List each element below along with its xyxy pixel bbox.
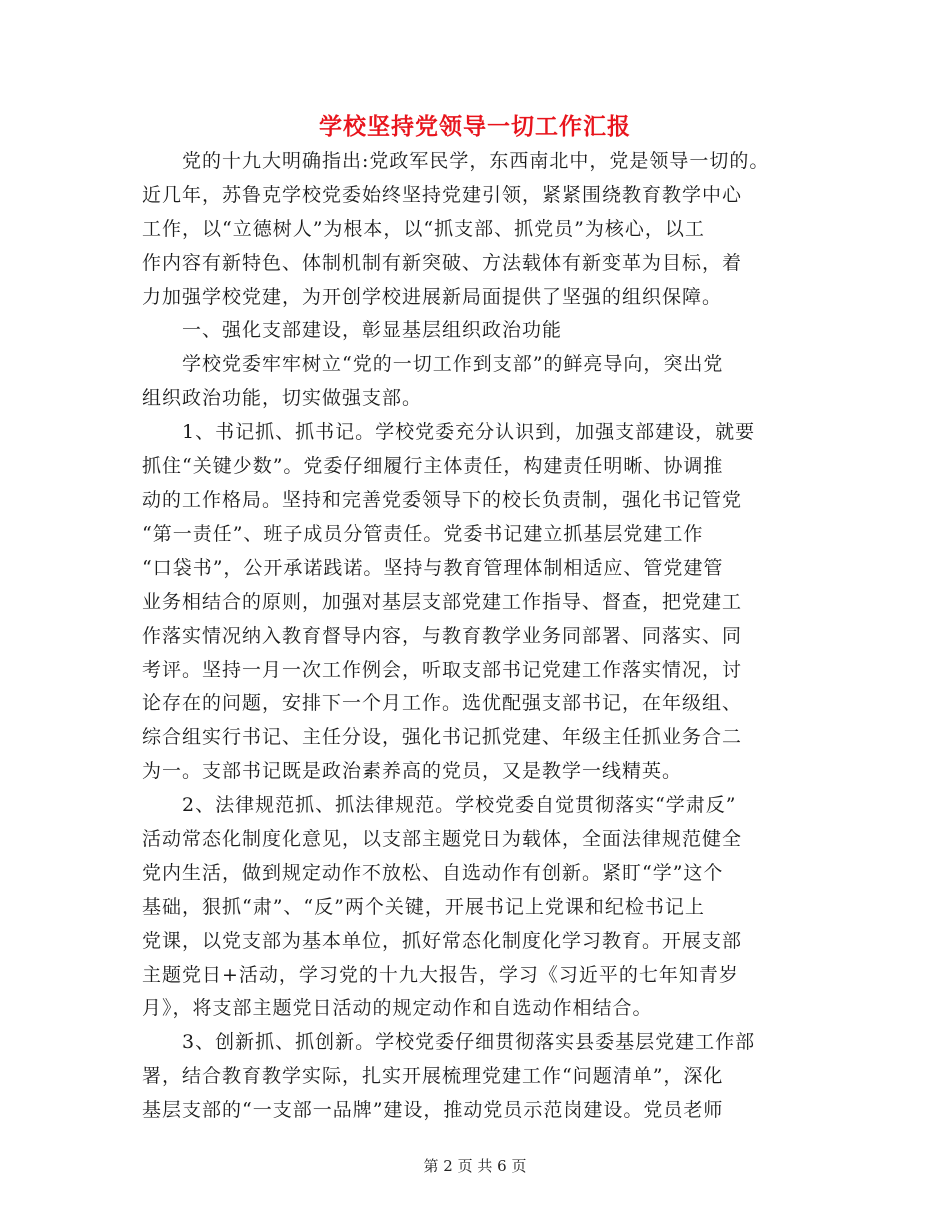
body-line: 2、法律规范抓、抓法律规范。学校党委自觉贯彻落实“学肃反” [142,794,737,816]
body-line: 月》，将支部主题党日活动的规定动作和自选动作相结合。 [142,997,653,1019]
section-heading: 一、强化支部建设，彰显基层组织政治功能 [142,319,563,341]
body-line: 署，结合教育教学实际，扎实开展梳理党建工作“问题清单”，深化 [142,1065,724,1087]
body-line: 主题党日+活动，学习党的十九大报告，学习《习近平的七年知青岁 [142,964,739,986]
body-line: 基础，狠抓“肃”、“反”两个关键，开展书记上党课和纪检书记上 [142,896,705,918]
body-line: 1、书记抓、抓书记。学校党委充分认识到，加强支部建设，就要 [142,421,756,443]
body-line: 抓住“关键少数”。党委仔细履行主体责任，构建责任明晰、协调推 [142,455,724,477]
body-line: 3、创新抓、抓创新。学校党委仔细贯彻落实县委基层党建工作部 [142,1031,756,1053]
body-line: 力加强学校党建，为开创学校进展新局面提供了坚强的组织保障。 [142,286,723,308]
body-line: 动的工作格局。坚持和完善党委领导下的校长负责制，强化书记管党 [142,489,743,511]
body-line: 业务相结合的原则，加强对基层支部党建工作指导、督查，把党建工 [142,591,743,613]
body-line: 党的十九大明确指出:党政军民学，东西南北中，党是领导一切的。 [142,150,770,172]
body-line: 党课，以党支部为基本单位，抓好常态化制度化学习教育。开展支部 [142,930,743,952]
body-line: 考评。坚持一月一次工作例会，听取支部书记党建工作落实情况，讨 [142,659,743,681]
body-line: “口袋书”，公开承诺践诺。坚持与教育管理体制相适应、管党建管 [142,557,724,579]
body-line: 组织政治功能，切实做强支部。 [142,387,423,409]
document-title: 学校坚持党领导一切工作汇报 [319,114,631,140]
body-line: 活动常态化制度化意见，以支部主题党日为载体，全面法律规范健全 [142,828,743,850]
body-line: “第一责任”、班子成员分管责任。党委书记建立抓基层党建工作 [142,523,704,545]
body-line: 党内生活，做到规定动作不放松、自选动作有创新。紧盯“学”这个 [142,862,724,884]
body-line: 论存在的问题，安排下一个月工作。选优配强支部书记，在年级组、 [142,692,743,714]
body-line: 近几年，苏鲁克学校党委始终坚持党建引领，紧紧围绕教育教学中心 [142,184,743,206]
body-line: 学校党委牢牢树立“党的一切工作到支部”的鲜亮导向，突出党 [142,353,724,375]
body-line: 基层支部的“一支部一品牌”建设，推动党员示范岗建设。党员老师 [142,1099,724,1121]
body-line: 作落实情况纳入教育督导内容，与教育教学业务同部署、同落实、同 [142,625,743,647]
body-line: 综合组实行书记、主任分设，强化书记抓党建、年级主任抓业务合二 [142,726,743,748]
body-line: 工作，以“立德树人”为根本，以“抓支部、抓党员”为核心，以工 [142,218,705,240]
body-line: 为一。支部书记既是政治素养高的党员，又是教学一线精英。 [142,760,683,782]
body-line: 作内容有新特色、体制机制有新突破、方法载体有新变革为目标，着 [142,252,743,274]
page-number-footer: 第 2 页 共 6 页 [423,1157,527,1175]
